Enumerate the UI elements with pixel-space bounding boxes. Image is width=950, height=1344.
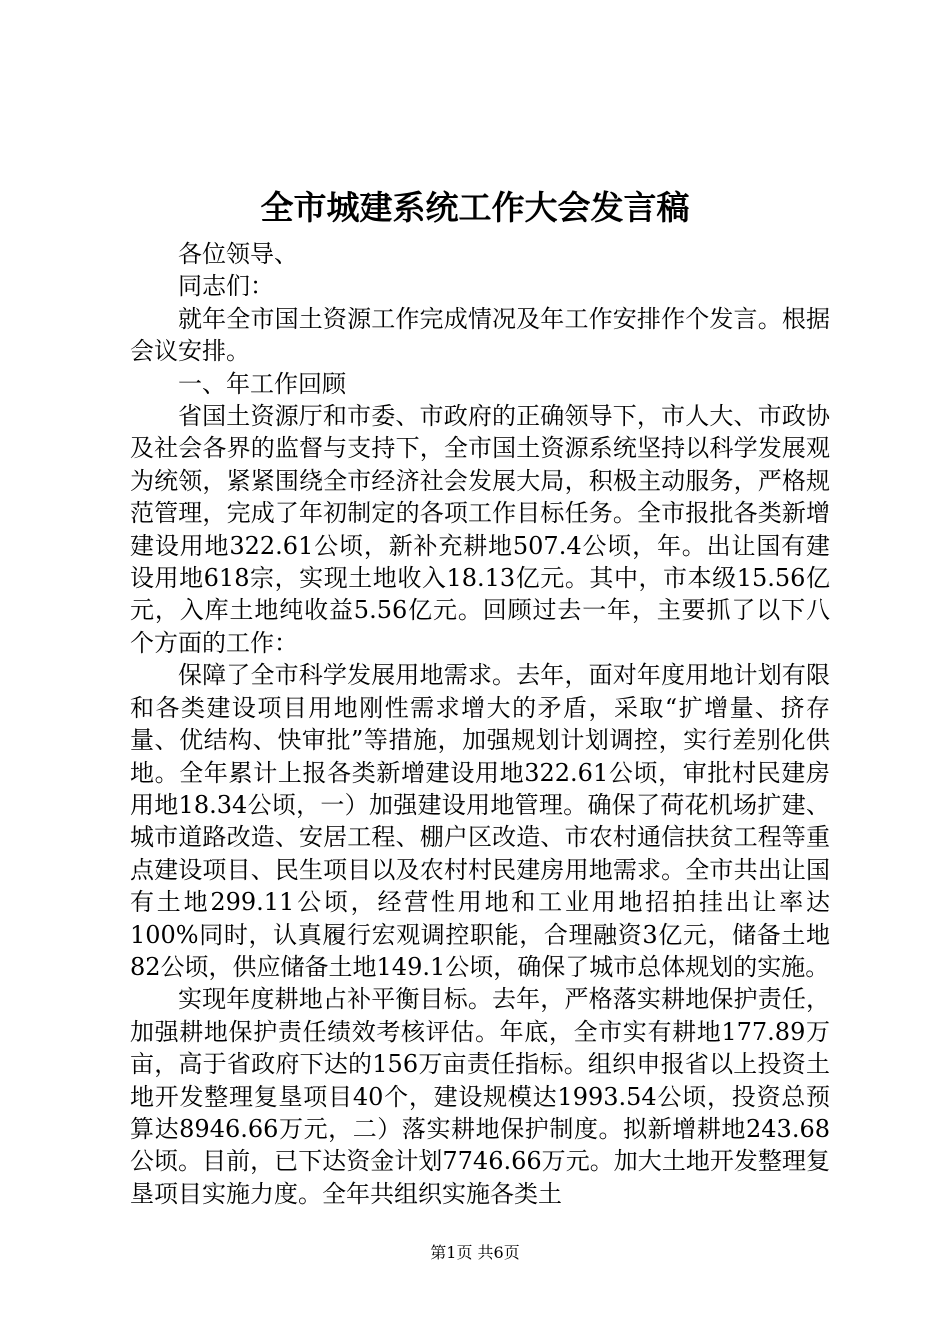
salutation-comrades: 同志们： [178,272,274,301]
document-title: 全市城建系统工作大会发言稿 [260,188,690,227]
intro-paragraph: 就年全市国土资源工作完成情况及年工作安排作个发言。根据会议安排。 [130,304,830,366]
document-body [130,238,830,1210]
page-footer: 第1页 共6页 [430,1243,520,1262]
body-paragraph-overview: 省国土资源厅和市委、市政府的正确领导下，市人大、市政协及社会各界的监督与支持下，全市国土资源系统坚持以科学发展观为统领，紧紧围绕全市经济社会发展大局，积极主动服务，严格规范管理，完成了年初制定的各项工作目标任务。全市报批各类新增建设用地322.61公顷，新补充耕地507.4公顷，年。出让国有建设用地618宗，实现土地收入18.13亿元。其中，市本级15.56亿元，入库土地纯收益5.56亿元。回顾过去一年，主要抓了以下八个方面的工作： [130,402,830,657]
body-paragraph-land-use: 保障了全市科学发展用地需求。去年，面对年度用地计划有限和各类建设项目用地刚性需求增大的矛盾，采取“扩增量、挤存量、优结构、快审批”等措施，加强规划计划调控，实行差别化供地。全年累计上报各类新增建设用地322.61公顷，审批村民建房用地18.34公顷，一）加强建设用地管理。确保了荷花机场扩建、城市道路改造、安居工程、棚户区改造、市农村通信扶贫工程等重点建设项目、民生项目以及农村村民建房用地需求。全市共出让国有土地299.11公顷，经营性用地和工业用地招拍挂出让率达100%同时，认真履行宏观调控职能，合理融资3亿元，储备土地82公顷，供应储备土地149.1公顷，确保了城市总体规划的实施。 [130,661,830,981]
section-heading-review: 一、年工作回顾 [178,369,346,398]
body-paragraph-farmland: 实现年度耕地占补平衡目标。去年，严格落实耕地保护责任，加强耕地保护责任绩效考核评估。年底，全市实有耕地177.89万亩，高于省政府下达的156万亩责任指标。组织申报省以上投资土地开发整理复垦项目40个，建设规模达1993.54公顷，投资总预算达8946.66万元，二）落实耕地保护制度。拟新增耕地243.68公顷。目前，已下达资金计划7746.66万元。加大土地开发整理复垦项目实施力度。全年共组织实施各类土 [130,985,830,1208]
salutation-leaders: 各位领导、 [178,240,298,268]
